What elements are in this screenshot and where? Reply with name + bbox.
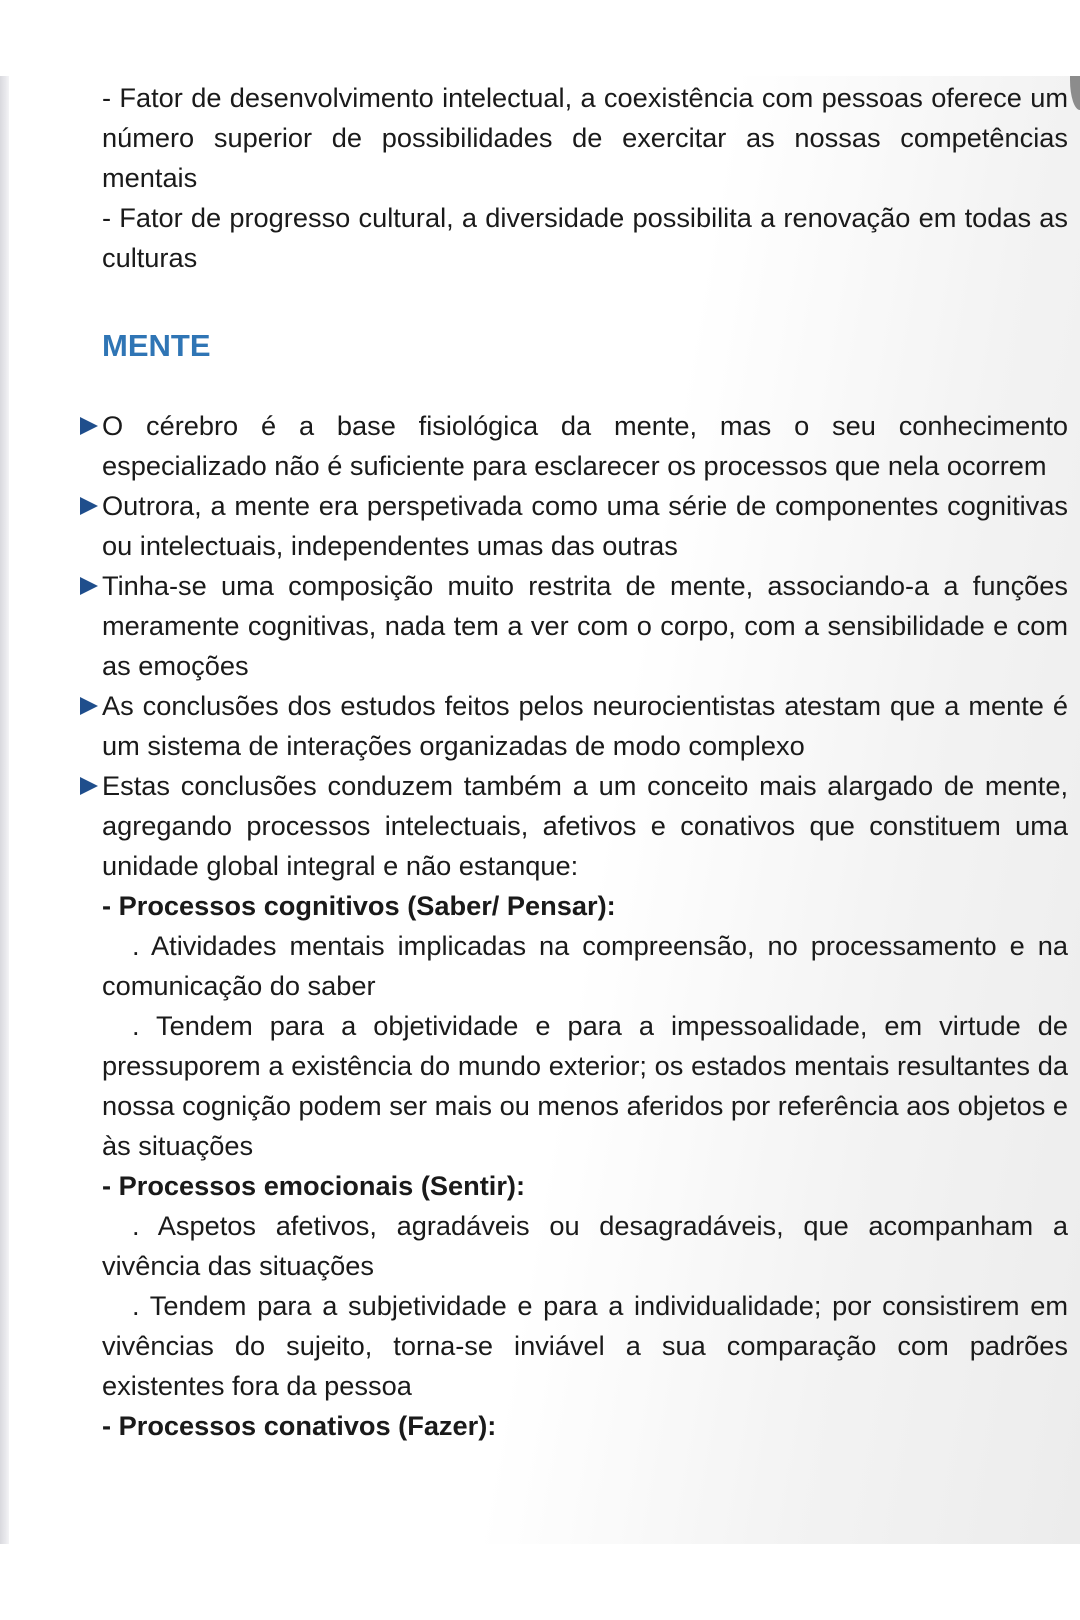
intro-item: - Fator de progresso cultural, a diversidade possibilita a renovação em todas as culturas <box>102 202 1068 273</box>
intro-item: - Fator de desenvolvimento intelectual, a coexistência com pessoas oferece um número superior de possibilidades de exercitar as nossas competências mentais <box>102 82 1068 193</box>
right-triangle-bullet-icon <box>80 577 98 595</box>
bullet-text: Tinha-se uma composição muito restrita de mente, associando-a a funções meramente cognitivas, nada tem a ver com o corpo, com a sensibilidade e com as emoções <box>102 570 1068 681</box>
bullet-item <box>102 486 1068 566</box>
bullet-text: Estas conclusões conduzem também a um conceito mais alargado de mente, agregando processos intelectuais, afetivos e conativos que constituem uma unidade global integral e não estanque: <box>102 770 1068 881</box>
right-triangle-bullet-icon <box>80 417 98 435</box>
section-title: MENTE <box>102 328 211 363</box>
bullet-item <box>102 766 1068 886</box>
right-triangle-bullet-icon <box>80 497 98 515</box>
process-heading-cognitive: - Processos cognitivos (Saber/ Pensar): <box>102 890 616 921</box>
bullet-text: Outrora, a mente era perspetivada como uma série de componentes cognitivas ou intelectuais, independentes umas das outras <box>102 490 1068 561</box>
process-heading-conative: - Processos conativos (Fazer): <box>102 1410 497 1441</box>
process-point: . Tendem para a subjetividade e para a individualidade; por consistirem em vivências do sujeito, torna-se inviável a sua comparação com padrões existentes fora da pessoa <box>102 1290 1068 1401</box>
bullet-text: As conclusões dos estudos feitos pelos neurocientistas atestam que a mente é um sistema de interações organizadas de modo complexo <box>102 690 1068 761</box>
bullet-item <box>102 406 1068 486</box>
page-left-edge <box>0 76 9 1544</box>
process-heading-emotional: - Processos emocionais (Sentir): <box>102 1170 526 1201</box>
right-triangle-bullet-icon <box>80 777 98 795</box>
bullet-item <box>102 566 1068 686</box>
process-point: . Aspetos afetivos, agradáveis ou desagradáveis, que acompanham a vivência das situações <box>102 1210 1068 1281</box>
bullet-text: O cérebro é a base fisiológica da mente, mas o seu conhecimento especializado não é suficiente para esclarecer os processos que nela ocorrem <box>102 410 1068 481</box>
bullet-item <box>102 686 1068 766</box>
document-content <box>102 78 1068 1446</box>
right-triangle-bullet-icon <box>80 697 98 715</box>
process-point: . Tendem para a objetividade e para a impessoalidade, em virtude de pressuporem a existência do mundo exterior; os estados mentais resultantes da nossa cognição podem ser mais ou menos aferidos por referência aos objetos e às situações <box>102 1010 1068 1161</box>
process-point: . Atividades mentais implicadas na compreensão, no processamento e na comunicação do saber <box>102 930 1068 1001</box>
